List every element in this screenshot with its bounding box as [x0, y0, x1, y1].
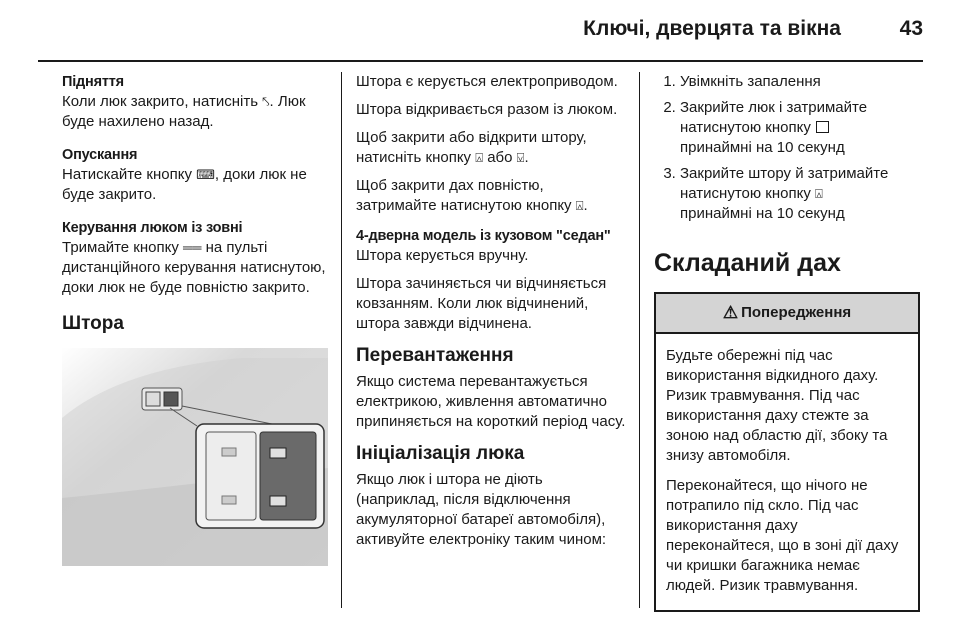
shade-title: Штора [62, 313, 124, 334]
header-title: Ключі, дверцята та вікна [583, 17, 841, 40]
sunshade-switch-illustration [62, 348, 328, 566]
shade-electric-text: Штора є керується електроприводом. [356, 73, 618, 90]
column-divider-1 [341, 72, 342, 608]
remote-close-icon: ══ [183, 240, 202, 255]
overload-text: Якщо система перевантажується електрикою, живлення автоматично припиняється на короткий період часу. [356, 373, 626, 430]
lower-roof-icon: ⌨ [196, 167, 215, 182]
shade-toggle-text: Щоб закрити або відкрити штору, натисніть кнопку ⍓ або ⍌. [356, 129, 587, 166]
raise-text: Коли люк закрито, натисніть ⤣. Люк буде нахилено назад. [62, 93, 306, 130]
list-item: 3. Закрийте штору й затримайте натиснутою кнопку ⍓ принаймні на 10 секунд [680, 164, 920, 224]
warning-body [656, 334, 918, 610]
exterior-control-text: Тримайте кнопку ══ на пульті дистанційного керування натиснутою, доки люк не буде повністю закрито. [62, 239, 326, 296]
warning-title: Попередження [741, 304, 852, 321]
warning-box [654, 292, 920, 612]
sedan-manual-text: Штора керується вручну. [356, 247, 529, 264]
exterior-control-title: Керування люком із зовні [62, 220, 243, 236]
warning-text-1: Будьте обережні під час використання відкидного даху. Ризик травмування. Під час використання даху стежте за зоною над областю дії, збоку та знизу автомобіля. [666, 347, 888, 464]
header-rule [38, 60, 923, 62]
list-item: 2. Закрийте люк і затримайте натиснутою кнопку принаймні на 10 секунд [680, 98, 920, 158]
warning-icon: ⚠ [722, 303, 739, 322]
shade-full-close-text: Щоб закрити дах повністю, затримайте натиснутою кнопку ⍓. [356, 177, 588, 214]
overload-title: Перевантаження [356, 345, 514, 366]
lower-title: Опускання [62, 147, 138, 163]
column-2 [356, 72, 626, 563]
shade-close-icon: ⍓ [475, 150, 484, 165]
page-number: 43 [899, 17, 923, 40]
sedan-title: 4-дверна модель із кузовом "седан" [356, 228, 611, 244]
init-title: Ініціалізація люка [356, 443, 525, 464]
shade-close-icon: ⍓ [815, 186, 823, 201]
tilt-icon: ⤣ [262, 94, 270, 109]
list-item: 1. Увімкніть запалення [680, 72, 920, 92]
column-3 [654, 72, 920, 612]
lower-text: Натискайте кнопку ⌨, доки люк не буде закрито. [62, 166, 307, 203]
shade-opens-text: Штора відкривається разом із люком. [356, 101, 618, 118]
column-1 [62, 72, 328, 340]
sedan-slide-text: Штора зачиняється чи відчиняється ковзанням. Коли люк відчинений, штора завжди відчинена. [356, 275, 607, 332]
shade-open-icon: ⍌ [516, 150, 525, 165]
raise-title: Підняття [62, 74, 124, 90]
warning-header [656, 294, 918, 334]
init-text: Якщо люк і штора не діють (наприклад, після відключення акумуляторної батареї автомобіля), активуйте електроніку таким чином: [356, 471, 607, 548]
roof-close-icon [816, 121, 829, 133]
shade-close-icon: ⍓ [575, 198, 584, 213]
init-steps [654, 72, 920, 224]
folding-roof-title: Складаний дах [654, 249, 841, 277]
warning-text-2: Переконайтеся, що нічого не потрапило під скло. Під час використання даху переконайтеся, що в зоні дії даху чи кришки багажника немає людей. Ризик травмування. [666, 477, 899, 594]
column-divider-2 [639, 72, 640, 608]
